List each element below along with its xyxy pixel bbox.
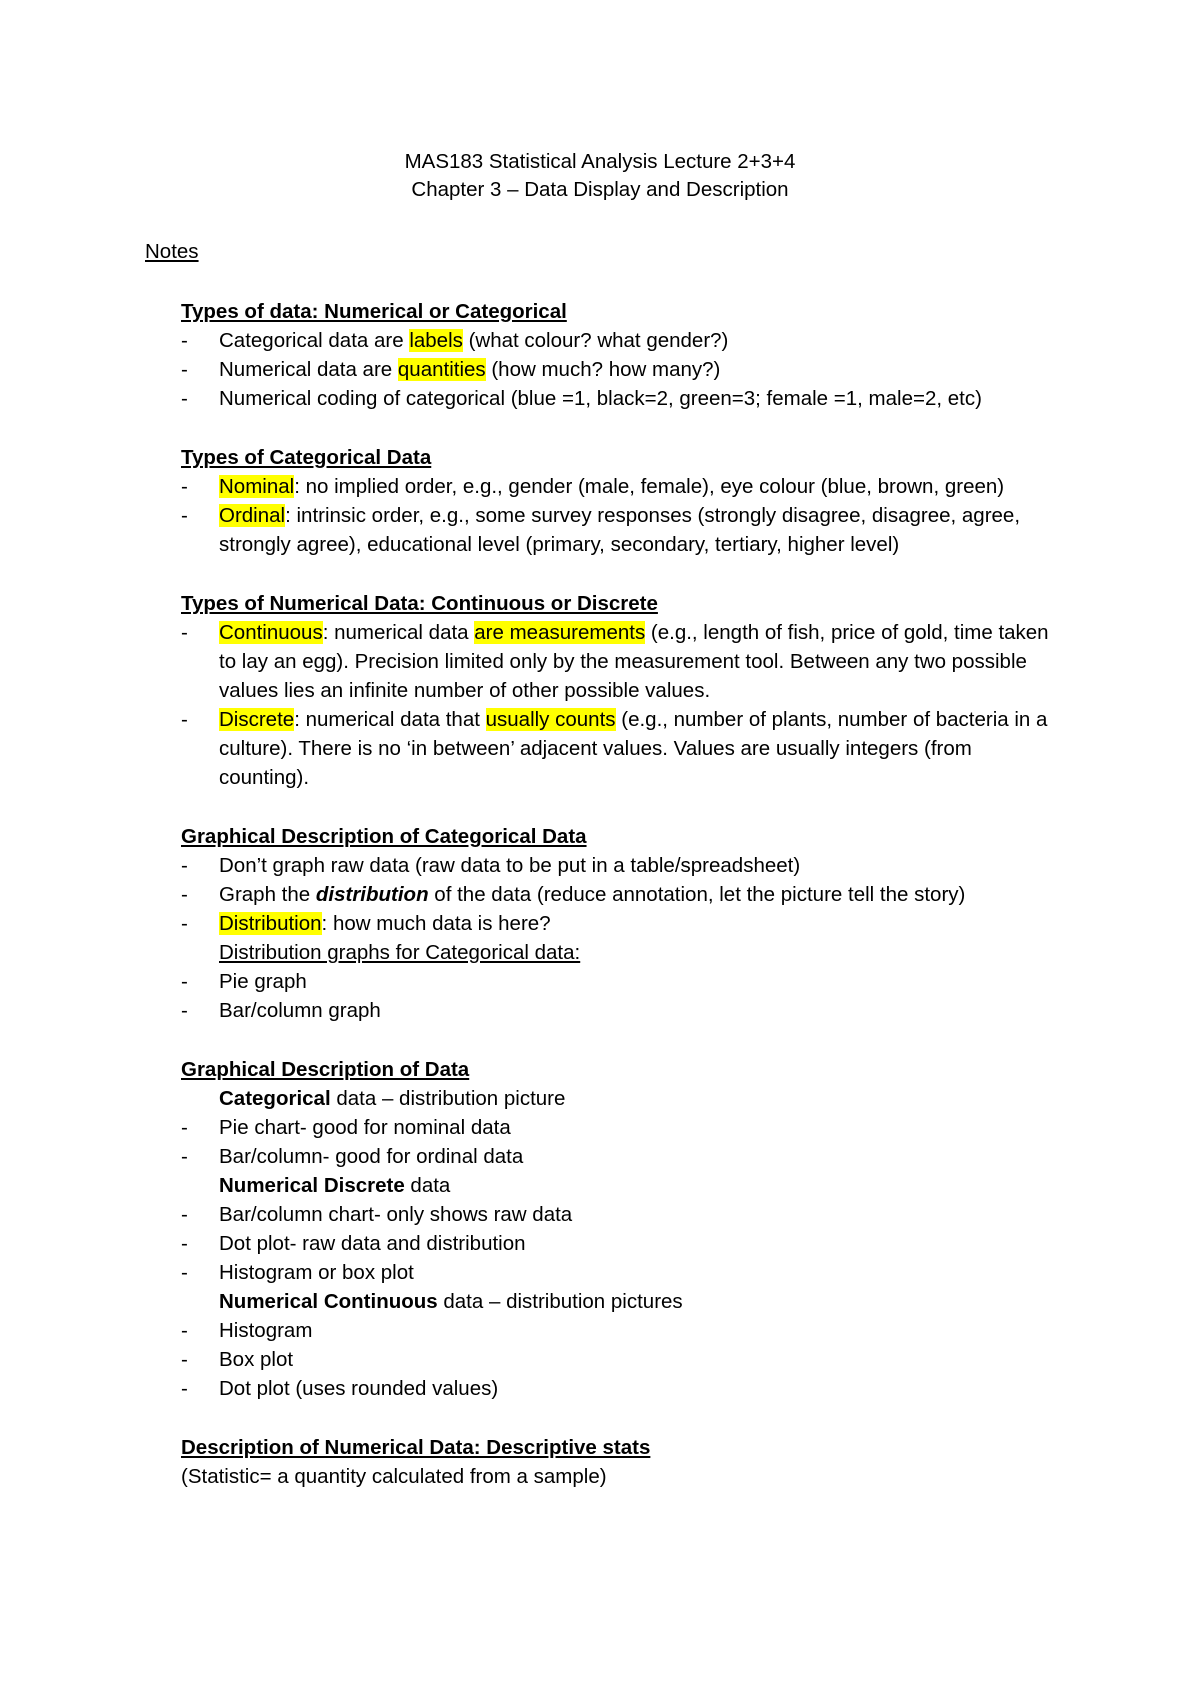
list-item: - Continuous: numerical data are measurements (e.g., length of fish, price of gold, time taken to lay an egg). Precision limited only by the measurement tool. Between any two possible values lies an infinite number of other possible values.: [181, 618, 1061, 705]
list-item: - Nominal: no implied order, e.g., gender (male, female), eye colour (blue, brown, green): [181, 472, 1061, 501]
list-item: - Numerical coding of categorical (blue =1, black=2, green=3; female =1, male=2, etc): [181, 384, 1061, 413]
highlight: Ordinal: [219, 504, 286, 527]
document-title: [0, 148, 1200, 204]
section-heading-categorical-types: Types of Categorical Data: [181, 446, 432, 469]
list-item: - Dot plot (uses rounded values): [181, 1374, 1061, 1403]
list-item: - Categorical data are labels (what colour? what gender?): [181, 326, 1061, 355]
statistic-definition: (Statistic= a quantity calculated from a sample): [181, 1465, 607, 1488]
list-item: - Histogram or box plot: [181, 1258, 1061, 1287]
highlight: Continuous: [219, 621, 323, 644]
title-line-1: MAS183 Statistical Analysis Lecture 2+3+4: [404, 150, 796, 173]
highlight: labels: [409, 329, 463, 352]
section-heading-graphical-data: Graphical Description of Data: [181, 1058, 470, 1081]
highlight: Nominal: [219, 475, 295, 498]
subheading-distribution-graphs: Distribution graphs for Categorical data:: [219, 941, 581, 964]
emphasis: distribution: [315, 883, 429, 906]
list-item: - Bar/column chart- only shows raw data: [181, 1200, 1061, 1229]
section-heading-numerical-types: Types of Numerical Data: Continuous or Discrete: [181, 592, 658, 615]
list-item: - Histogram: [181, 1316, 1061, 1345]
list-item: - Dot plot- raw data and distribution: [181, 1229, 1061, 1258]
list-item: - Discrete: numerical data that usually counts (e.g., number of plants, number of bacteria in a culture). There is no ‘in between’ adjacent values. Values are usually integers (from counting).: [181, 705, 1061, 792]
highlight: quantities: [397, 358, 486, 381]
list-item: - Pie chart- good for nominal data: [181, 1113, 1061, 1142]
highlight: usually counts: [485, 708, 616, 731]
list-item: - Box plot: [181, 1345, 1061, 1374]
notes-content: [181, 297, 1061, 1491]
subheading-numerical-discrete: Numerical Discrete data: [219, 1174, 451, 1197]
section-heading-descriptive-stats: Description of Numerical Data: Descriptive stats: [181, 1436, 651, 1459]
section-heading-types-of-data: Types of data: Numerical or Categorical: [181, 300, 567, 323]
list-item: - Ordinal: intrinsic order, e.g., some survey responses (strongly disagree, disagree, agree, strongly agree), educational level (primary, secondary, tertiary, higher level): [181, 501, 1061, 559]
section-heading-graphical-categorical: Graphical Description of Categorical Data: [181, 825, 587, 848]
title-line-2: Chapter 3 – Data Display and Description: [411, 178, 789, 201]
list-item: - Don’t graph raw data (raw data to be put in a table/spreadsheet): [181, 851, 1061, 880]
highlight: Distribution: [219, 912, 322, 935]
subheading-categorical: Categorical data – distribution picture: [219, 1087, 566, 1110]
subheading-numerical-continuous: Numerical Continuous data – distribution pictures: [219, 1290, 683, 1313]
list-item: - Bar/column- good for ordinal data: [181, 1142, 1061, 1171]
list-item: - Pie graph: [181, 967, 1061, 996]
list-item: - Numerical data are quantities (how much? how many?): [181, 355, 1061, 384]
list-item: - Graph the distribution of the data (reduce annotation, let the picture tell the story): [181, 880, 1061, 909]
highlight: Discrete: [219, 708, 295, 731]
highlight: are measurements: [474, 621, 646, 644]
list-item: - Distribution: how much data is here?: [181, 909, 1061, 938]
list-item: - Bar/column graph: [181, 996, 1061, 1025]
notes-label: Notes: [145, 240, 199, 263]
